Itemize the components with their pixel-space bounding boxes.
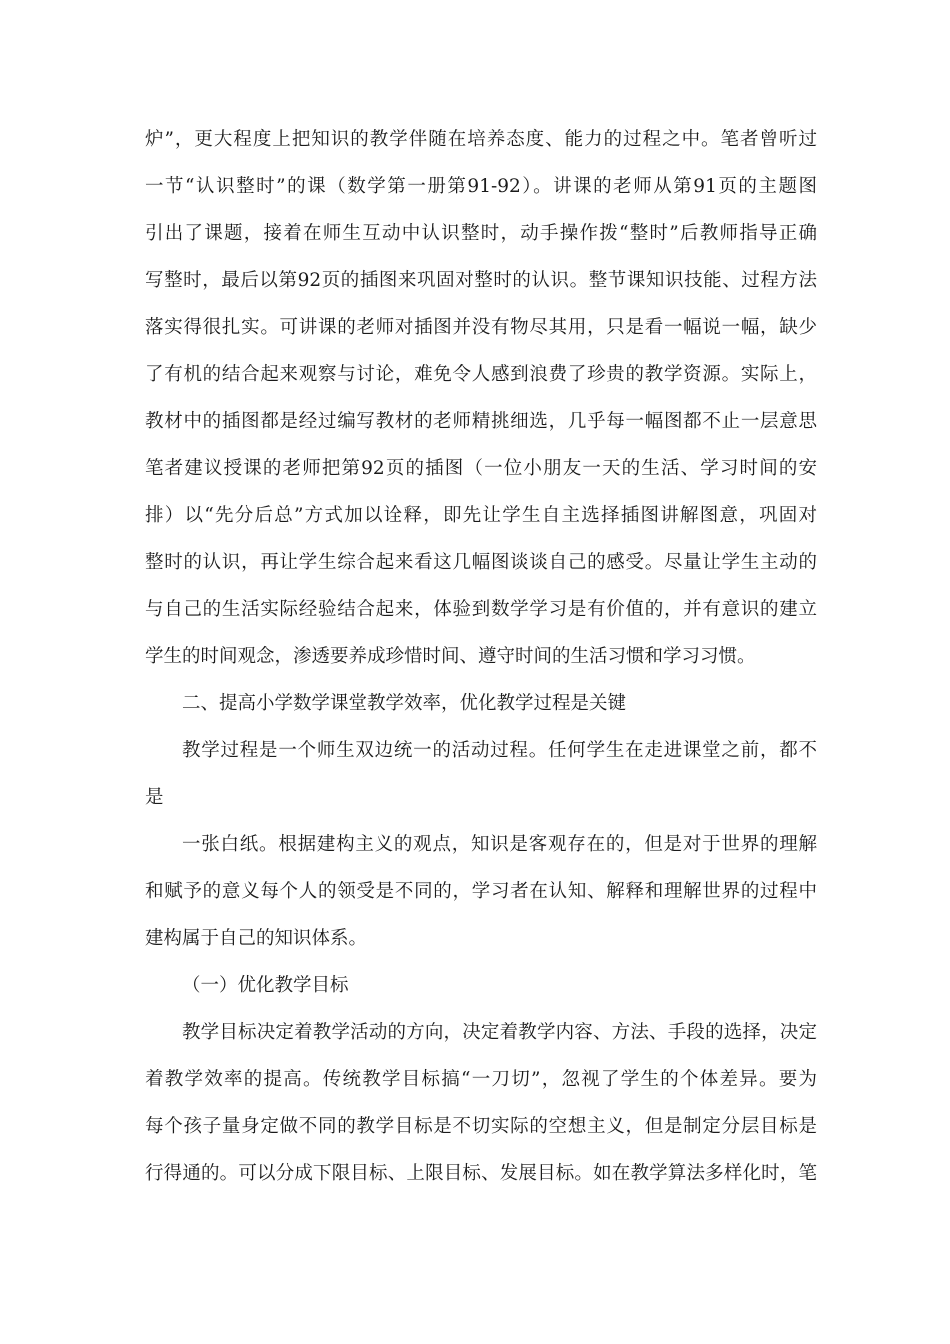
text-line-23: 行得通的。可以分成下限目标、上限目标、发展目标。如在教学算法多样化时，笔 xyxy=(145,1163,817,1184)
text-line-6: 了有机的结合起来观察与讨论，难免令人感到浪费了珍贵的教学资源。实际上， xyxy=(145,364,817,385)
text-line-3: 引出了课题，接着在师生互动中认识整时，动手操作拨“整时”后教师指导正确 xyxy=(145,223,817,244)
subsection-heading-1: （一）优化教学目标 xyxy=(182,975,349,996)
text-line-22: 每个孩子量身定做不同的教学目标是不切实际的空想主义，但是制定分层目标是 xyxy=(145,1116,817,1137)
text-line-17: 和赋予的意义每个人的领受是不同的，学习者在认知、解释和理解世界的过程中 xyxy=(145,881,817,902)
text-line-10: 整时的认识，再让学生综合起来看这几幅图谈谈自己的感受。尽量让学生主动的 xyxy=(145,552,817,573)
text-line-7: 教材中的插图都是经过编写教材的老师精挑细选，几乎每一幅图都不止一层意思 xyxy=(145,411,817,432)
text-line-15: 是 xyxy=(145,787,164,808)
text-line-1: 炉”，更大程度上把知识的教学伴随在培养态度、能力的过程之中。笔者曾听过 xyxy=(145,129,817,150)
text-line-9: 排）以“先分后总”方式加以诠释，即先让学生自主选择插图讲解图意，巩固对 xyxy=(145,505,817,526)
text-line-12: 学生的时间观念，渗透要养成珍惜时间、遵守时间的生活习惯和学习习惯。 xyxy=(145,646,756,667)
text-line-14: 教学过程是一个师生双边统一的活动过程。任何学生在走进课堂之前，都不 xyxy=(182,740,817,761)
text-line-18: 建构属于自己的知识体系。 xyxy=(145,928,368,949)
section-heading-2: 二、提高小学数学课堂教学效率，优化教学过程是关键 xyxy=(182,693,627,714)
text-line-2: 一节“认识整时”的课（数学第一册第91-92）。讲课的老师从第91页的主题图 xyxy=(145,176,817,197)
text-line-5: 落实得很扎实。可讲课的老师对插图并没有物尽其用，只是看一幅说一幅，缺少 xyxy=(145,317,817,338)
text-line-16: 一张白纸。根据建构主义的观点，知识是客观存在的，但是对于世界的理解 xyxy=(182,834,817,855)
text-line-11: 与自己的生活实际经验结合起来，体验到数学学习是有价值的，并有意识的建立 xyxy=(145,599,817,620)
text-line-21: 着教学效率的提高。传统教学目标搞“一刀切”，忽视了学生的个体差异。要为 xyxy=(145,1069,817,1090)
text-line-8: 笔者建议授课的老师把第92页的插图（一位小朋友一天的生活、学习时间的安 xyxy=(145,458,817,479)
text-line-20: 教学目标决定着教学活动的方向，决定着教学内容、方法、手段的选择，决定 xyxy=(182,1022,817,1043)
text-line-4: 写整时，最后以第92页的插图来巩固对整时的认识。整节课知识技能、过程方法 xyxy=(145,270,817,291)
